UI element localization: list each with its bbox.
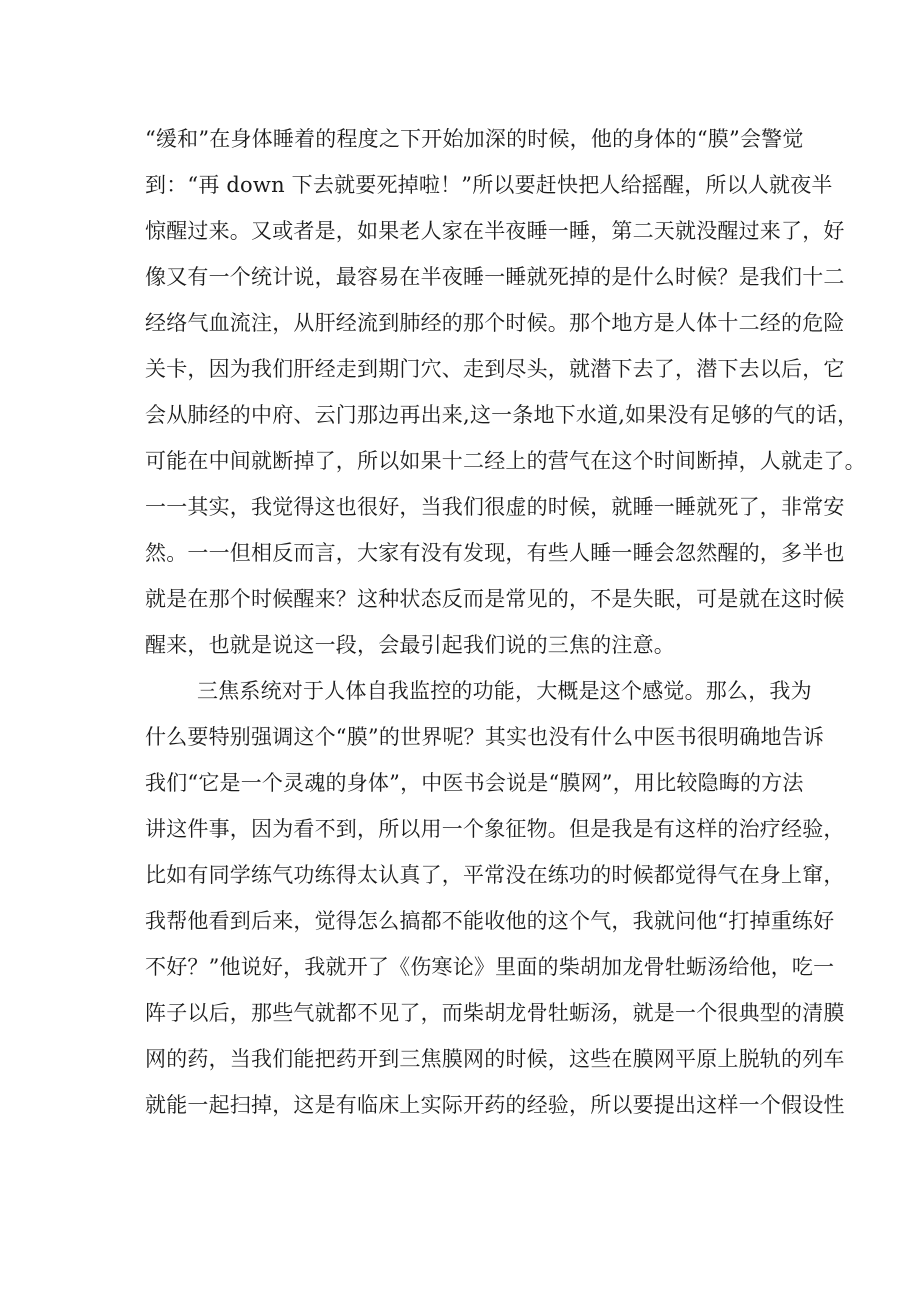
paragraph-2-line: 讲这件事，因为看不到，所以用一个象征物。但是我是有这样的治疗经验， xyxy=(145,817,845,841)
paragraph-2-line: 阵子以后，那些气就都不见了，而柴胡龙骨牡蛎汤，就是一个很典型的清膜 xyxy=(145,1001,845,1025)
paragraph-2-line: 三焦系统对于人体自我监控的功能，大概是这个感觉。那么，我为 xyxy=(197,679,812,703)
paragraph-2-line: 我帮他看到后来，觉得怎么搞都不能收他的这个气，我就问他“打掉重练好 xyxy=(145,909,835,933)
paragraph-1-line: 关卡，因为我们肝经走到期门穴、走到尽头，就潜下去了，潜下去以后，它 xyxy=(145,357,845,381)
paragraph-1-line: 经络气血流注，从肝经流到肺经的那个时候。那个地方是人体十二经的危险 xyxy=(145,311,845,335)
paragraph-1-line: 惊醒过来。又或者是，如果老人家在半夜睡一睡，第二天就没醒过来了，好 xyxy=(145,219,845,243)
paragraph-2-line: 什么要特别强调这个“膜”的世界呢？其实也没有什么中医书很明确地告诉 xyxy=(145,725,825,749)
paragraph-1-line: “缓和”在身体睡着的程度之下开始加深的时候，他的身体的“膜”会警觉 xyxy=(145,127,804,151)
paragraph-2-line: 不好？”他说好，我就开了《伤寒论》里面的柴胡加龙骨牡蛎汤给他，吃一 xyxy=(145,955,835,979)
paragraph-1-line: 像又有一个统计说，最容易在半夜睡一睡就死掉的是什么时候？是我们十二 xyxy=(145,265,845,289)
paragraph-1-line: 到：“再 down 下去就要死掉啦！”所以要赶快把人给摇醒，所以人就夜半 xyxy=(145,173,833,197)
paragraph-2-line: 网的药，当我们能把药开到三焦膜网的时候，这些在膜网平原上脱轨的列车 xyxy=(145,1047,845,1071)
paragraph-2-line: 比如有同学练气功练得太认真了，平常没在练功的时候都觉得气在身上窜， xyxy=(145,863,845,887)
paragraph-2 xyxy=(145,668,845,1128)
paragraph-1-line: 会从肺经的中府、云门那边再出来,这一条地下水道,如果没有足够的气的话， xyxy=(145,403,859,427)
paragraph-1-line: 可能在中间就断掉了，所以如果十二经上的营气在这个时间断掉，人就走了。 xyxy=(145,449,866,473)
paragraph-1 xyxy=(145,116,866,668)
paragraph-2-line: 就能一起扫掉，这是有临床上实际开药的经验，所以要提出这样一个假设性 xyxy=(145,1093,845,1117)
paragraph-2-line: 我们“它是一个灵魂的身体”，中医书会说是“膜网”，用比较隐晦的方法 xyxy=(145,771,804,795)
paragraph-1-line: 然。一一但相反而言，大家有没有发现，有些人睡一睡会忽然醒的，多半也 xyxy=(145,541,845,565)
paragraph-1-line: 就是在那个时候醒来？这种状态反而是常见的，不是失眠，可是就在这时候 xyxy=(145,587,845,611)
paragraph-1-line: 醒来，也就是说这一段，会最引起我们说的三焦的注意。 xyxy=(145,633,675,657)
paragraph-1-line: 一一其实，我觉得这也很好，当我们很虚的时候，就睡一睡就死了，非常安 xyxy=(145,495,845,519)
